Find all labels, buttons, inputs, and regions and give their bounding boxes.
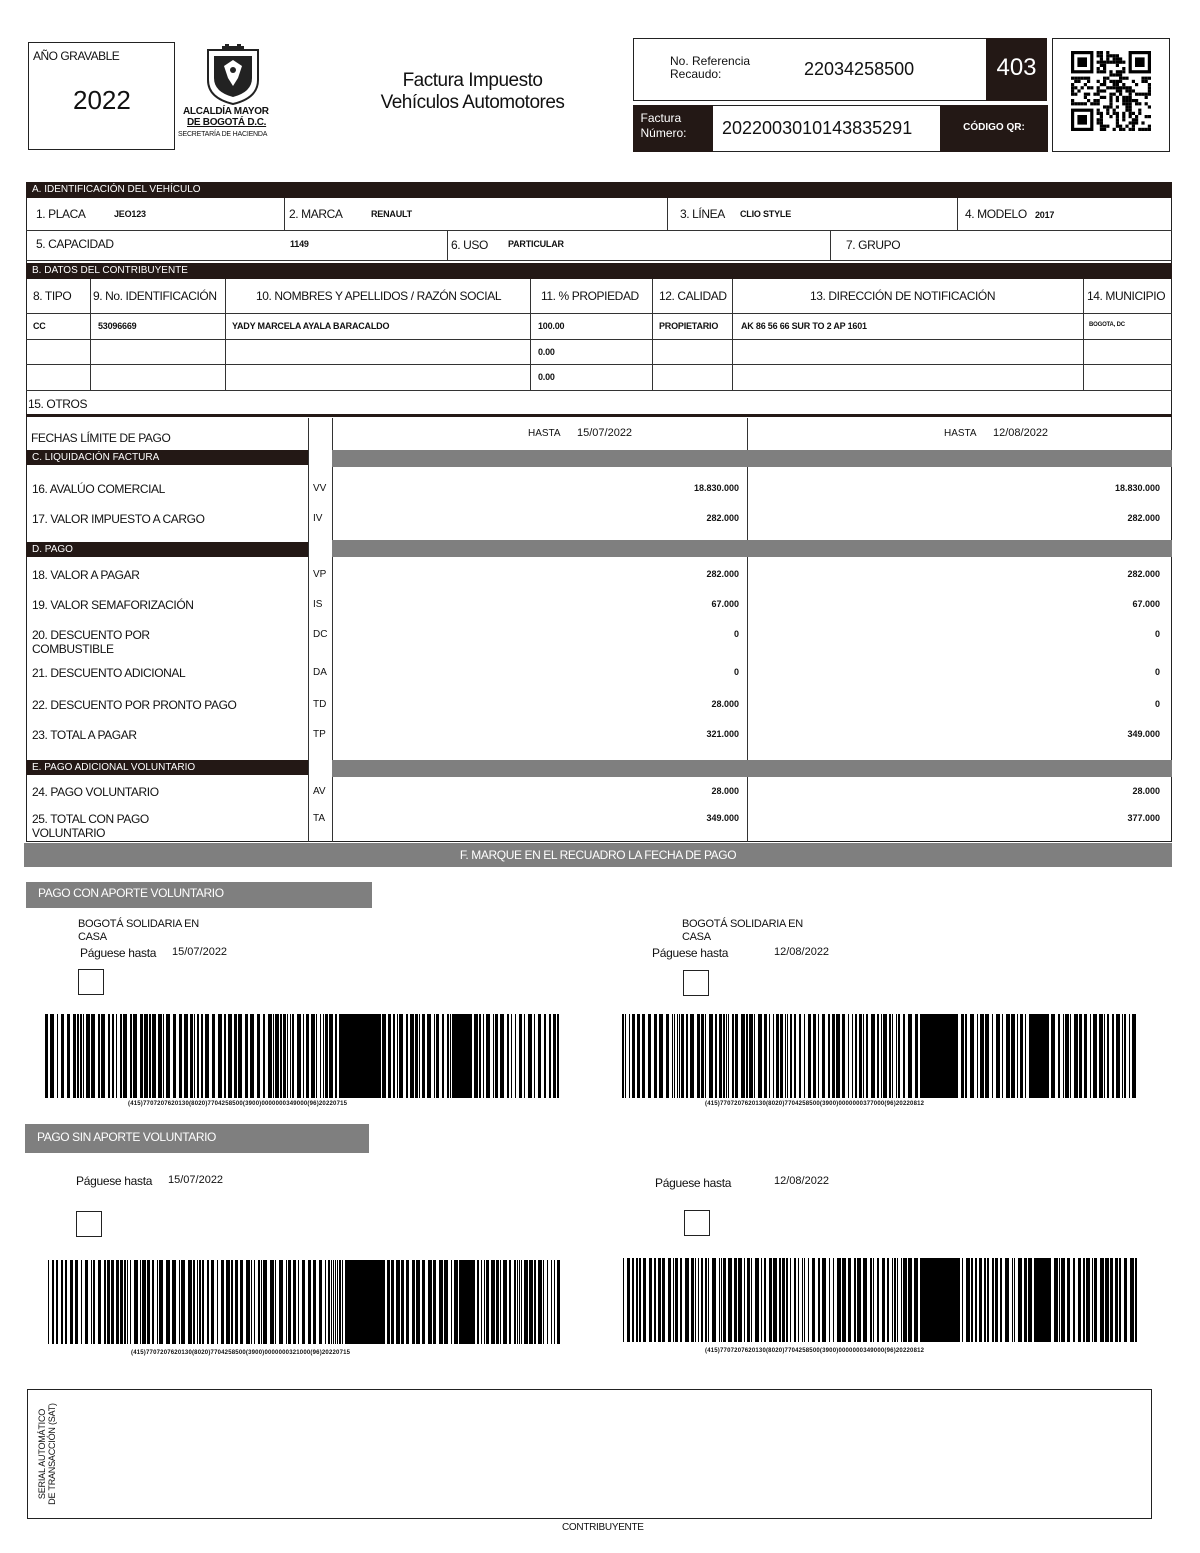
cell-propiedad: 0.00 — [538, 347, 555, 357]
paguese-label: Páguese hasta — [652, 946, 729, 960]
barcode-text: (415)7707207620130(8020)7704258500(3900)0000000321000(96)20220715 — [131, 1350, 351, 1356]
row-code: VP — [313, 569, 327, 580]
divider — [652, 279, 653, 390]
barcode — [623, 1258, 1137, 1342]
gray-band — [332, 760, 1172, 777]
row-label: 25. TOTAL CON PAGO VOLUNTARIO — [32, 812, 149, 840]
date-1: 15/07/2022 — [577, 427, 633, 439]
invoice-value: 2022003010143835291 — [722, 118, 913, 138]
date-checkbox[interactable] — [684, 1210, 710, 1236]
divider — [830, 230, 831, 260]
row-code: AV — [313, 786, 326, 797]
row-value-1: 67.000 — [711, 599, 739, 609]
barcode-text: (415)7707207620130(8020)7704258500(3900)0000000349000(96)20220715 — [128, 1101, 348, 1107]
uso-value: PARTICULAR — [508, 239, 564, 249]
row-divider — [26, 390, 1172, 391]
row-code: DA — [313, 667, 327, 678]
section-e-title: E. PAGO ADICIONAL VOLUNTARIO — [26, 760, 308, 775]
hasta-label: HASTA — [944, 428, 977, 439]
row-code: DC — [313, 629, 328, 640]
divider — [90, 279, 91, 390]
cell-tipo: CC — [33, 321, 46, 331]
cell-calidad: PROPIETARIO — [659, 321, 719, 331]
title-line-1: Factura Impuesto — [402, 70, 543, 91]
title-line-2: Vehículos Automotores — [380, 92, 565, 113]
row-value-1: 0 — [733, 629, 739, 639]
sin-aporte-title: PAGO SIN APORTE VOLUNTARIO — [25, 1124, 369, 1153]
row-value-2: 0 — [1154, 699, 1160, 709]
marca-value: RENAULT — [371, 209, 412, 219]
divider — [225, 279, 226, 390]
cell-propiedad: 100.00 — [538, 321, 565, 331]
row-value-1: 282.000 — [706, 513, 739, 523]
divider — [308, 418, 309, 842]
row-label: 24. PAGO VOLUNTARIO — [32, 785, 159, 799]
cell-municipio: BOGOTA, DC — [1089, 322, 1125, 328]
cell-propiedad: 0.00 — [538, 372, 555, 382]
row-code: TP — [313, 729, 326, 740]
reference-box — [633, 38, 1047, 101]
logo-line-3: SECRETARÍA DE HACIENDA — [178, 131, 268, 138]
paguese-date: 12/08/2022 — [774, 1175, 830, 1187]
row-value-2: 0 — [1154, 629, 1160, 639]
row-value-1: 321.000 — [706, 729, 739, 739]
row-label: 22. DESCUENTO POR PRONTO PAGO — [32, 698, 237, 712]
row-value-2: 282.000 — [1127, 513, 1160, 523]
coat-of-arms-icon — [178, 44, 288, 106]
row-code: VV — [313, 483, 327, 494]
barcode-text: (415)7707207620130(8020)7704258500(3900)0000000377000(96)20220812 — [705, 1101, 925, 1107]
cell-direccion: AK 86 56 66 SUR TO 2 AP 1601 — [741, 321, 867, 331]
row-value-1: 28.000 — [711, 786, 739, 796]
logo-line-1: ALCALDÍA MAYOR — [183, 106, 269, 117]
paguese-label: Páguese hasta — [80, 946, 157, 960]
row-label: 23. TOTAL A PAGAR — [32, 728, 137, 742]
capacidad-label: 5. CAPACIDAD — [36, 237, 114, 251]
thick-divider — [26, 414, 1172, 417]
qr-code-icon — [1071, 51, 1151, 131]
row-value-1: 18.830.000 — [693, 483, 739, 493]
col-header-tipo: 8. TIPO — [33, 289, 72, 303]
divider — [1083, 279, 1084, 390]
marca-label: 2. MARCA — [289, 207, 343, 221]
row-value-2: 349.000 — [1127, 729, 1160, 739]
paguese-date: 15/07/2022 — [172, 946, 228, 958]
row-value-1: 28.000 — [711, 699, 739, 709]
gray-band — [332, 540, 1172, 557]
date-checkbox[interactable] — [78, 969, 104, 995]
divider — [667, 198, 668, 230]
document-title — [350, 70, 595, 114]
org-label: BOGOTÁ SOLIDARIA EN CASA — [682, 918, 803, 943]
row-code: TD — [313, 699, 327, 710]
barcode-text: (415)7707207620130(8020)7704258500(3900)0000000349000(96)20220812 — [705, 1348, 925, 1354]
gray-band — [332, 450, 1172, 467]
linea-label: 3. LÍNEA — [680, 207, 725, 221]
placa-value: JEO123 — [114, 209, 146, 219]
paguese-date: 15/07/2022 — [168, 1174, 224, 1186]
col-header-propiedad: 11. % PROPIEDAD — [541, 289, 639, 303]
serial-label: SERIAL AUTOMÁTICO DE TRANSACCIÓN (SAT) — [37, 1403, 57, 1505]
serial-box — [27, 1389, 1152, 1519]
row-value-1: 349.000 — [706, 813, 739, 823]
grupo-label: 7. GRUPO — [846, 238, 901, 252]
date-checkbox[interactable] — [683, 970, 709, 996]
date-checkbox[interactable] — [76, 1211, 102, 1237]
row-value-2: 67.000 — [1132, 599, 1160, 609]
row-label: 20. DESCUENTO POR COMBUSTIBLE — [32, 628, 150, 656]
bogota-logo — [178, 44, 288, 144]
divider — [732, 279, 733, 390]
paguese-label: Páguese hasta — [655, 1176, 732, 1190]
barcode — [48, 1260, 562, 1344]
logo-line-2: DE BOGOTÁ D.C. — [187, 117, 267, 128]
date-2: 12/08/2022 — [993, 427, 1049, 439]
invoice-box — [633, 105, 1047, 152]
modelo-value: 2017 — [1035, 210, 1055, 220]
section-c-title: C. LIQUIDACIÓN FACTURA — [26, 450, 308, 465]
col-header-identificacion: 9. No. IDENTIFICACIÓN — [93, 289, 217, 303]
row-value-2: 28.000 — [1132, 786, 1160, 796]
year-label: AÑO GRAVABLE — [33, 49, 120, 63]
qr-label: CÓDIGO QR: — [940, 105, 1048, 152]
cell-nombre: YADY MARCELA AYALA BARACALDO — [232, 321, 390, 331]
row-divider — [26, 230, 1172, 231]
code-403: 403 — [986, 38, 1047, 101]
barcode — [622, 1014, 1136, 1098]
section-f-title: F. MARQUE EN EL RECUADRO LA FECHA DE PAGO — [24, 843, 1172, 867]
row-label: 21. DESCUENTO ADICIONAL — [32, 666, 186, 680]
barcode — [45, 1014, 559, 1098]
year-value: 2022 — [73, 85, 131, 115]
divider — [284, 198, 285, 230]
row-label: 18. VALOR A PAGAR — [32, 568, 140, 582]
divider — [957, 198, 958, 230]
org-label: BOGOTÁ SOLIDARIA EN CASA — [78, 918, 199, 943]
con-aporte-title: PAGO CON APORTE VOLUNTARIO — [26, 882, 372, 908]
row-value-2: 377.000 — [1127, 813, 1160, 823]
row-value-2: 18.830.000 — [1114, 483, 1160, 493]
row-value-2: 0 — [1154, 667, 1160, 677]
row-value-2: 282.000 — [1127, 569, 1160, 579]
divider — [332, 418, 333, 842]
row-code: TA — [313, 813, 326, 824]
section-d-title: D. PAGO — [26, 542, 308, 557]
invoice-label: Factura Número: — [633, 105, 713, 152]
row-label: 19. VALOR SEMAFORIZACIÓN — [32, 598, 194, 612]
cell-identificacion: 53096669 — [98, 321, 137, 331]
row-value-1: 282.000 — [706, 569, 739, 579]
divider — [447, 230, 448, 260]
uso-label: 6. USO — [451, 238, 488, 252]
row-divider — [26, 260, 1172, 261]
section-b-title: B. DATOS DEL CONTRIBUYENTE — [26, 263, 1172, 279]
contribuyente-label: CONTRIBUYENTE — [562, 1522, 644, 1533]
divider — [530, 279, 531, 390]
modelo-label: 4. MODELO — [965, 207, 1027, 221]
placa-label: 1. PLACA — [36, 207, 86, 221]
reference-value: 22034258500 — [804, 59, 915, 79]
col-header-municipio: 14. MUNICIPIO — [1087, 289, 1166, 303]
otros-label: 15. OTROS — [28, 397, 88, 411]
linea-value: CLIO STYLE — [740, 209, 792, 219]
hasta-label: HASTA — [528, 428, 561, 439]
row-value-1: 0 — [733, 667, 739, 677]
col-header-direccion: 13. DIRECCIÓN DE NOTIFICACIÓN — [810, 289, 996, 303]
reference-label: No. Referencia Recaudo: — [670, 54, 751, 81]
year-box — [28, 42, 175, 150]
capacidad-value: 1149 — [290, 239, 309, 249]
row-label: 16. AVALÚO COMERCIAL — [32, 482, 165, 496]
divider — [747, 418, 748, 842]
col-header-nombres: 10. NOMBRES Y APELLIDOS / RAZÓN SOCIAL — [256, 289, 502, 303]
row-code: IS — [313, 599, 323, 610]
paguese-label: Páguese hasta — [76, 1174, 153, 1188]
row-divider — [26, 313, 1172, 314]
row-divider — [26, 364, 1172, 365]
row-code: IV — [313, 513, 323, 524]
row-divider — [26, 339, 1172, 340]
paguese-date: 12/08/2022 — [774, 946, 830, 958]
qr-box — [1052, 38, 1170, 152]
col-header-calidad: 12. CALIDAD — [659, 289, 727, 303]
fechas-limite-label: FECHAS LÍMITE DE PAGO — [31, 431, 171, 445]
section-a-title: A. IDENTIFICACIÓN DEL VEHÍCULO — [26, 182, 1172, 198]
row-label: 17. VALOR IMPUESTO A CARGO — [32, 512, 205, 526]
